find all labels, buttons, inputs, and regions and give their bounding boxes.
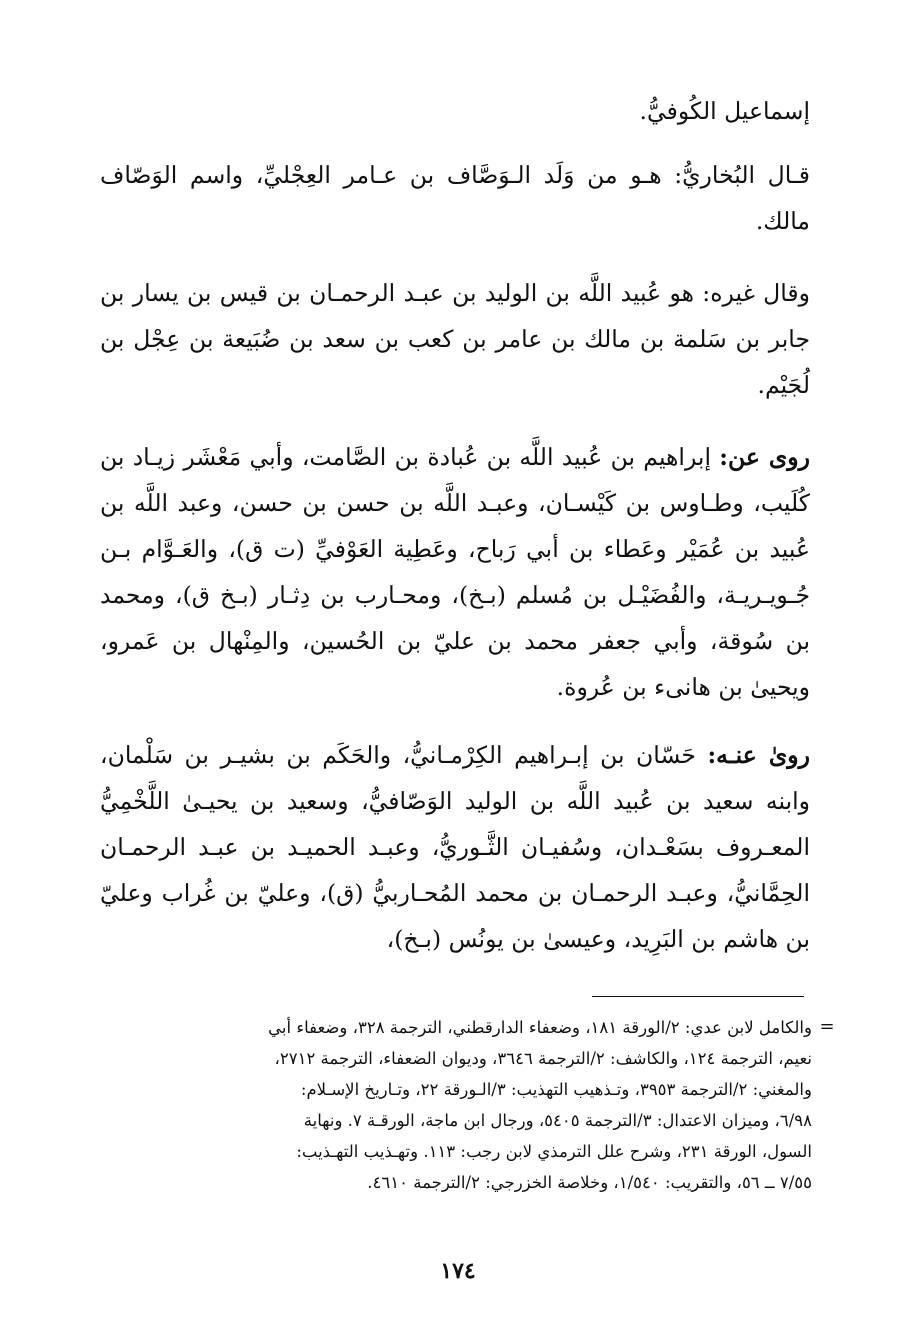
narrated-by-label: روىٰ عنـه: [707, 741, 810, 769]
footnote-line: نعيم، الترجمة ١٢٤، والكاشف: ٢/الترجمة ٣٦٤٦، وديوان الضعفاء، الترجمة ٢٧١٢، [274, 1049, 812, 1068]
page-number: ١٧٤ [440, 1258, 476, 1284]
paragraph-narrated-by [100, 732, 810, 962]
footnote-line: ٧/٥٥ ــ ٥٦، والتقريب: ١/٥٤٠، وخلاصة الخزرجي: ٢/الترجمة ٤٦١٠. [367, 1173, 812, 1192]
paragraph-narrated-from [100, 434, 810, 710]
narrated-by-text: حَسّان بن إبـراهيم الكِرْمـانيُّ، والحَكَم بن بشيـر بن سَلْمان، وابنه سعيد بن عُبيد اللَّه بن الوليد الوَصّافيُّ، وسعيد بن يحيـىٰ اللَّخْمِيُّ المعـروف بسَعْـدان، وسُفيـان الثَّـوريُّ، وعبـد الحميـد بن عبـد الرحمـان الحِمَّانيُّ، وعبـد الرحمـان بن محمد المُحـاربيُّ (ق)، وعليّ بن غُراب وعليّ بن هاشم بن البَرِيد، وعيسىٰ بن يونُس (بـخ)، [100, 741, 810, 953]
footnote-line: السول، الورقة ٢٣١، وشرح علل الترمذي لابن رجب: ١١٣. وتهـذيب التهـذيب: [296, 1142, 812, 1161]
paragraph-intro: إسماعيل الكُوفيُّ. [639, 97, 810, 125]
footnote-line: ٦/٩٨، وميزان الاعتدال: ٣/الترجمة ٥٤٠٥، ورجال ابن ماجة، الورقـة ٧. ونهاية [303, 1111, 812, 1130]
page-body [100, 88, 810, 962]
footnote-line: والمغني: ٢/الترجمة ٣٩٥٣، وتـذهيب التهذيب: ٣/الـورقة ٢٢، وتـاريخ الإسـلام: [300, 1080, 812, 1099]
footnotes [100, 1012, 812, 1198]
footnote-separator [592, 996, 804, 997]
footnote-line: والكامل لابن عدي: ٢/الورقة ١٨١، وضعفاء الدارقطني، الترجمة ٣٢٨، وضعفاء أبي [268, 1018, 812, 1037]
paragraph-bukhari: قـال البُخاريُّ: هـو من وَلَد الـوَصَّاف بن عـامر العِجْليِّ، واسم الوَصّاف مالك. [100, 161, 810, 235]
paragraph-lineage: وقال غيره: هو عُبيد اللَّه بن الوليد بن عبـد الرحمـان بن قيس بن يسار بن جابر بن سَلمة بن مالك بن عامر بن كعب بن سعد بن ضُبَيعة بن عِجْل بن لُجَيْم. [100, 279, 810, 399]
narrated-from-text: إبراهيم بن عُبيد اللَّه بن عُبادة بن الصَّامت، وأبي مَعْشَر زيـاد بن كُلَيب، وطـاوس بن كَيْسـان، وعبـد اللَّه بن حسن بن حسن، وعبد اللَّه بن عُبيد بن عُمَيْر وعَطاء بن أبي رَباح، وعَطِية العَوْفيِّ (ت ق)، والعَـوَّام بـن جُـويـريـة، والفُضَيْـل بن مُسلم (بـخ)، ومحـارب بن دِثـار (بـخ ق)، ومحمد بن سُوقة، وأبي جعفر محمد بن عليّ بن الحُسين، والمِنْهال بن عَمرو، ويحيىٰ بن هانىء بن عُروة. [100, 443, 810, 701]
footnote-continuation-mark: = [819, 1016, 835, 1037]
narrated-from-label: روى عن: [719, 443, 810, 471]
